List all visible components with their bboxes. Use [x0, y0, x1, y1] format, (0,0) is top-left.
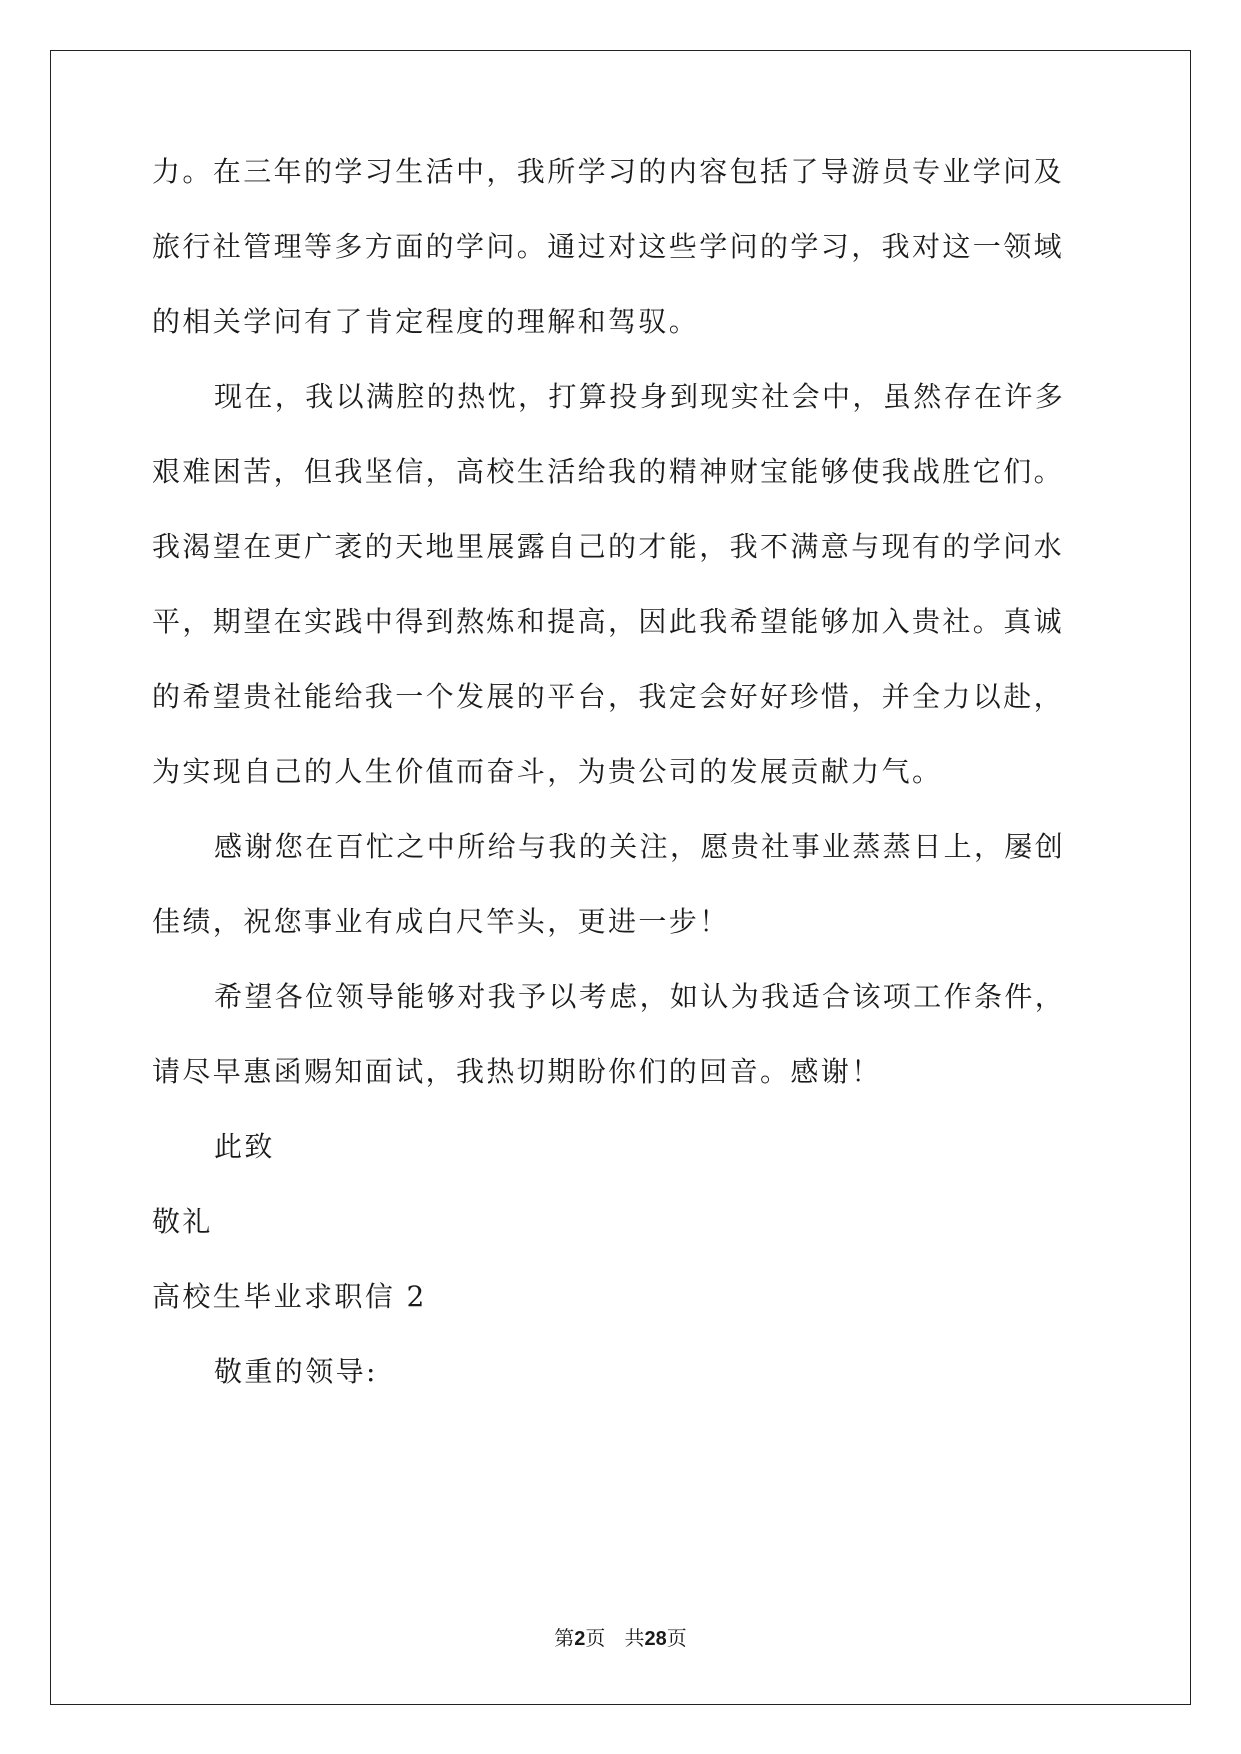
total-prefix: 共 [624, 1626, 645, 1650]
page-prefix: 第 [554, 1626, 575, 1650]
salutation-closing: 此致 [214, 1130, 275, 1163]
text-line: 旅行社管理等多方面的学问。通过对这些学问的学习，我对这一领域 [152, 230, 1065, 263]
salutation-respect: 敬礼 [152, 1205, 213, 1238]
total-suffix: 页 [666, 1626, 687, 1650]
total-pages: 28 [644, 1628, 667, 1650]
page-footer [0, 1626, 1241, 1651]
text-line: 为实现自己的人生价值而奋斗，为贵公司的发展贡献力气。 [152, 755, 943, 788]
text-line: 的相关学问有了肯定程度的理解和驾驭。 [152, 305, 700, 338]
page-number: 2 [574, 1628, 586, 1650]
text-line: 的希望贵社能给我一个发展的平台，我定会好好珍惜，并全力以赴， [152, 680, 1065, 713]
page-suffix: 页 [585, 1626, 606, 1650]
text-line: 请尽早惠函赐知面试，我热切期盼你们的回音。感谢！ [152, 1055, 882, 1088]
text-line: 我渴望在更广袤的天地里展露自己的才能，我不满意与现有的学问水 [152, 530, 1065, 563]
text-line: 希望各位领导能够对我予以考虑，如认为我适合该项工作条件， [214, 980, 1066, 1013]
greeting: 敬重的领导: [214, 1355, 378, 1388]
text-line: 平，期望在实践中得到熬炼和提高，因此我希望能够加入贵社。真诚 [152, 605, 1065, 638]
text-line: 艰难困苦，但我坚信，高校生活给我的精神财宝能够使我战胜它们。 [152, 455, 1065, 488]
text-line: 力。在三年的学习生活中，我所学习的内容包括了导游员专业学问及 [152, 155, 1065, 188]
section-title: 高校生毕业求职信 2 [152, 1280, 427, 1313]
text-line: 现在，我以满腔的热忱，打算投身到现实社会中，虽然存在许多 [214, 380, 1066, 413]
text-line: 佳绩，祝您事业有成白尺竿头，更进一步！ [152, 905, 730, 938]
text-line: 感谢您在百忙之中所给与我的关注，愿贵社事业蒸蒸日上，屡创 [214, 830, 1066, 863]
page-border [50, 50, 1191, 1705]
